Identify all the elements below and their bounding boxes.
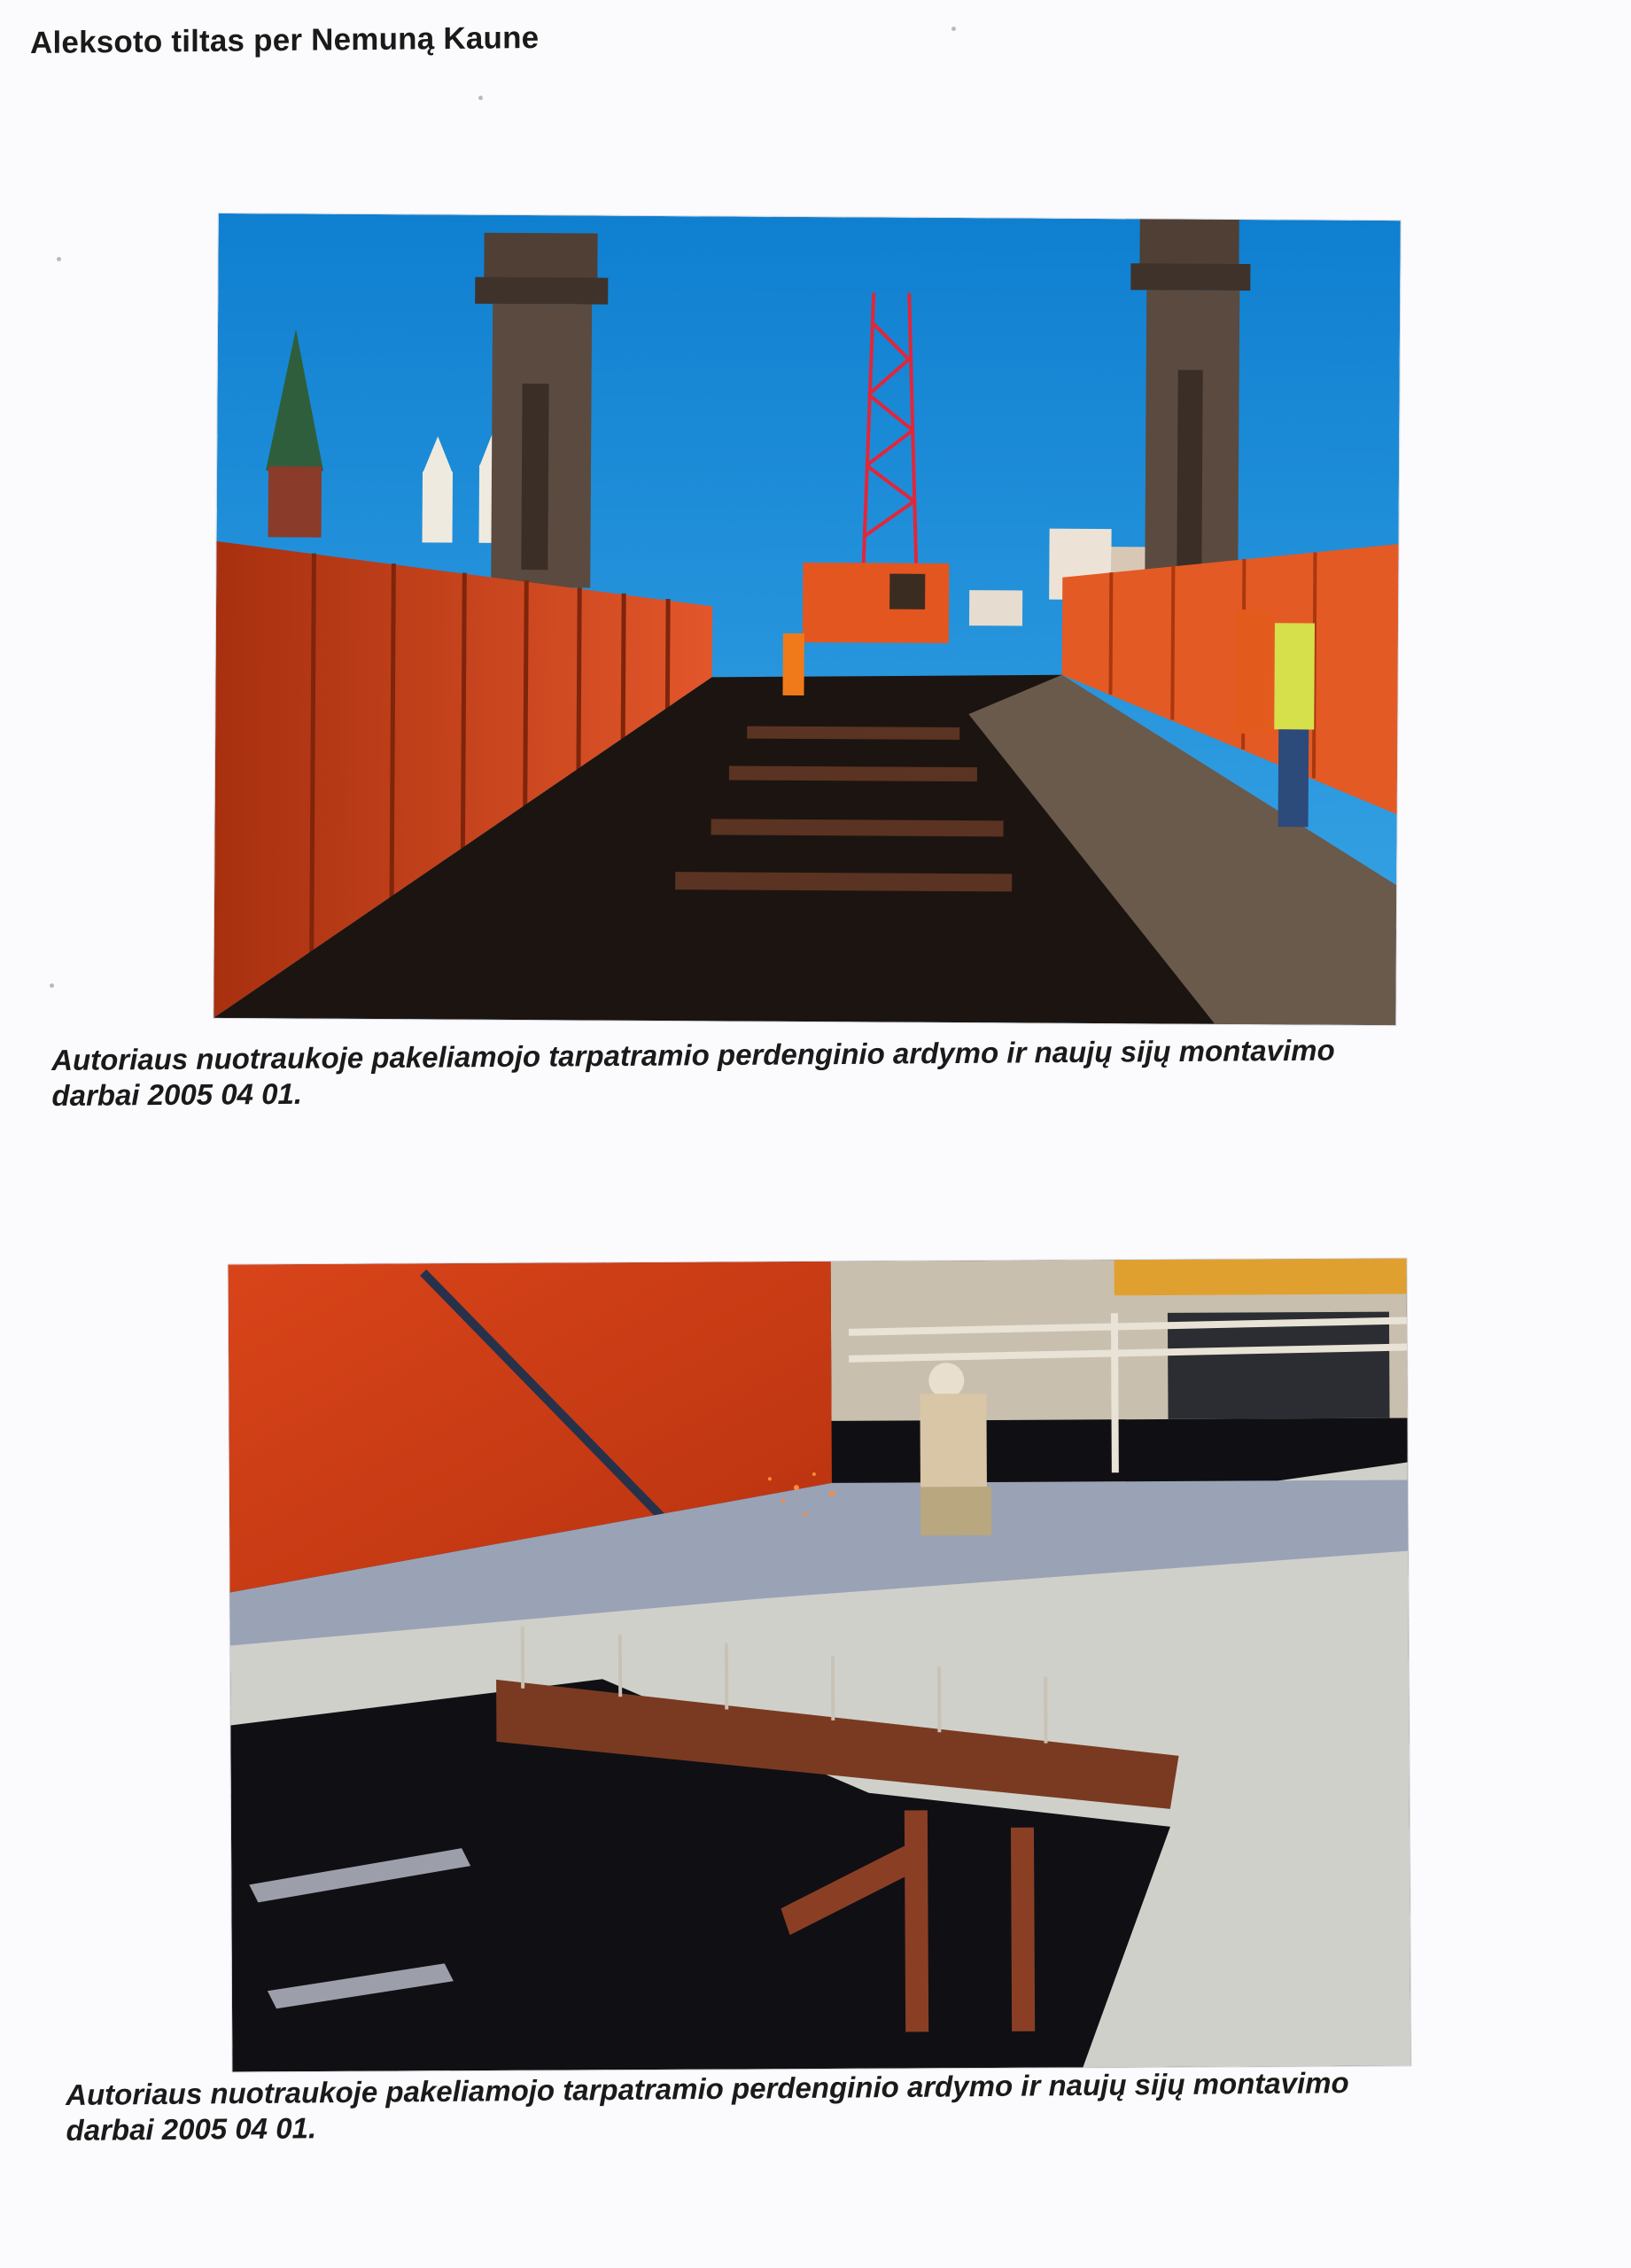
scan-speck xyxy=(57,257,61,261)
scan-speck xyxy=(951,27,956,31)
caption-line: darbai 2005 04 01. xyxy=(66,2111,317,2147)
caption-line: Autoriaus nuotraukoje pakeliamojo tarpatramio perdenginio ardymo ir naujų sijų montavimo xyxy=(51,1033,1335,1076)
photo-caption xyxy=(51,1031,1558,1114)
photo-bridge-towers-image xyxy=(214,214,1401,1025)
photo-deck-cutting-image xyxy=(229,1259,1411,2072)
caption-line: darbai 2005 04 01. xyxy=(51,1076,303,1112)
photo-caption xyxy=(66,2063,1573,2148)
photo-bridge-towers xyxy=(214,214,1401,1025)
caption-line: Autoriaus nuotraukoje pakeliamojo tarpatramio perdenginio ardymo ir naujų sijų montavimo xyxy=(66,2066,1349,2111)
scan-speck xyxy=(478,96,483,100)
page-title: Aleksoto tiltas per Nemuną Kaune xyxy=(30,19,540,61)
scan-speck xyxy=(50,983,54,988)
photo-deck-cutting xyxy=(229,1259,1411,2072)
